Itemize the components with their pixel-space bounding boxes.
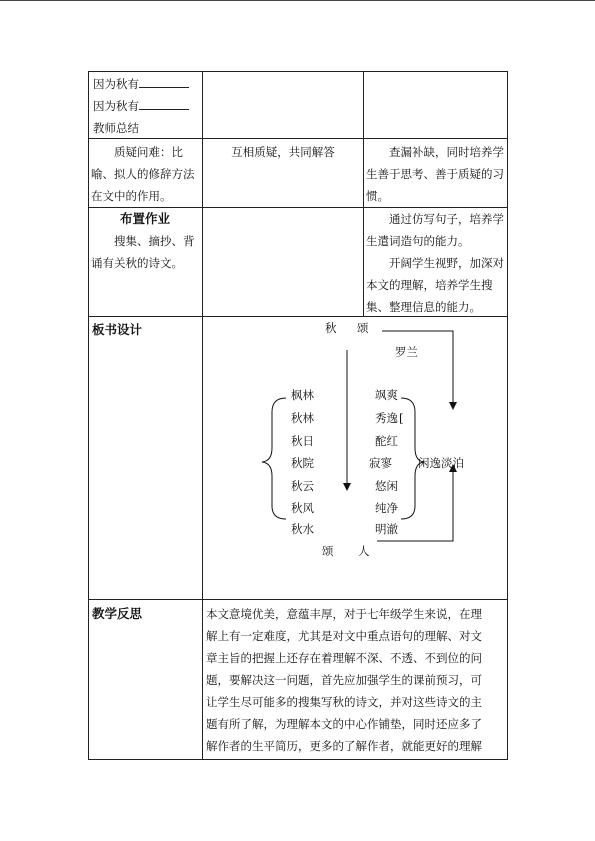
question-purpose-text: 查漏补缺，同时培养学生善于思考、善于质疑的习惯。 xyxy=(366,145,504,203)
reflection-line: 解上有一定难度，尤其是对文中重点语句的理解、对文 xyxy=(206,629,482,643)
because-text-2: 因为秋有 xyxy=(93,99,139,113)
board-author: 罗兰 xyxy=(395,345,418,359)
quality-item: 明澈 xyxy=(375,522,398,536)
board-title-song: 颂 xyxy=(357,321,369,335)
scene-item: 秋风 xyxy=(291,501,314,515)
scene-item: 秋院 xyxy=(291,456,314,470)
board-summary: 闲逸淡泊 xyxy=(418,456,464,470)
scene-item: 秋林 xyxy=(291,411,314,425)
homework-heading: 布置作业 xyxy=(119,211,170,226)
board-design-heading: 板书设计 xyxy=(92,322,143,337)
homework-purpose-1: 通过仿写句子，培养学生遣词造句的能力。 xyxy=(366,212,504,248)
board-bottom-ren: 人 xyxy=(358,544,370,558)
student-activity-text: 互相质疑，共同解答 xyxy=(231,145,335,159)
scene-item: 枫林 xyxy=(291,388,314,402)
homework-body: 搜集、摘抄、背诵有关秋的诗文。 xyxy=(91,234,195,270)
quality-item: 寂寥 xyxy=(369,456,392,470)
scene-item: 秋日 xyxy=(291,434,314,448)
bracket-mark: [ xyxy=(399,411,404,425)
quality-item: 悠闲 xyxy=(375,479,398,493)
quality-item: 酡红 xyxy=(375,434,398,448)
because-text-1: 因为秋有 xyxy=(93,77,139,91)
scene-item: 秋水 xyxy=(291,522,314,536)
left-curly-brace xyxy=(262,398,286,519)
reflection-line: 章主旨的把握上还存在着理解不深、不透、不到位的问 xyxy=(206,651,482,665)
reflection-line: 题有所了解，为理解本文的中心作铺垫，同时还应多了 xyxy=(206,717,482,731)
quality-item: 秀逸 xyxy=(375,411,398,425)
board-bottom-song: 颂 xyxy=(322,544,334,558)
teacher-summary-label: 教师总结 xyxy=(93,121,139,135)
question-activity-text: 质疑问难：比喻、拟人的修辞方法在文中的作用。 xyxy=(91,145,195,203)
scene-item: 秋云 xyxy=(291,479,314,493)
reflection-line: 解作者的生平简历，更多的了解作者，就能更好的理解 xyxy=(206,739,482,753)
reflection-line: 题，要解决这一问题，首先应加强学生的课前预习，可 xyxy=(206,673,482,687)
quality-item: 纯净 xyxy=(375,501,398,515)
board-title-qiu: 秋 xyxy=(325,321,337,335)
reflection-line: 本文意境优美，意蕴丰厚，对于七年级学生来说，在理 xyxy=(206,607,482,621)
reflection-heading: 教学反思 xyxy=(92,606,143,621)
homework-purpose-2: 开阔学生视野，加深对本文的理解，培养学生搜集、整理信息的能力。 xyxy=(366,256,504,314)
reflection-line: 让学生尽可能多的搜集写秋的诗文，并对这些诗文的主 xyxy=(206,695,482,709)
quality-item: 飒爽 xyxy=(375,388,398,402)
